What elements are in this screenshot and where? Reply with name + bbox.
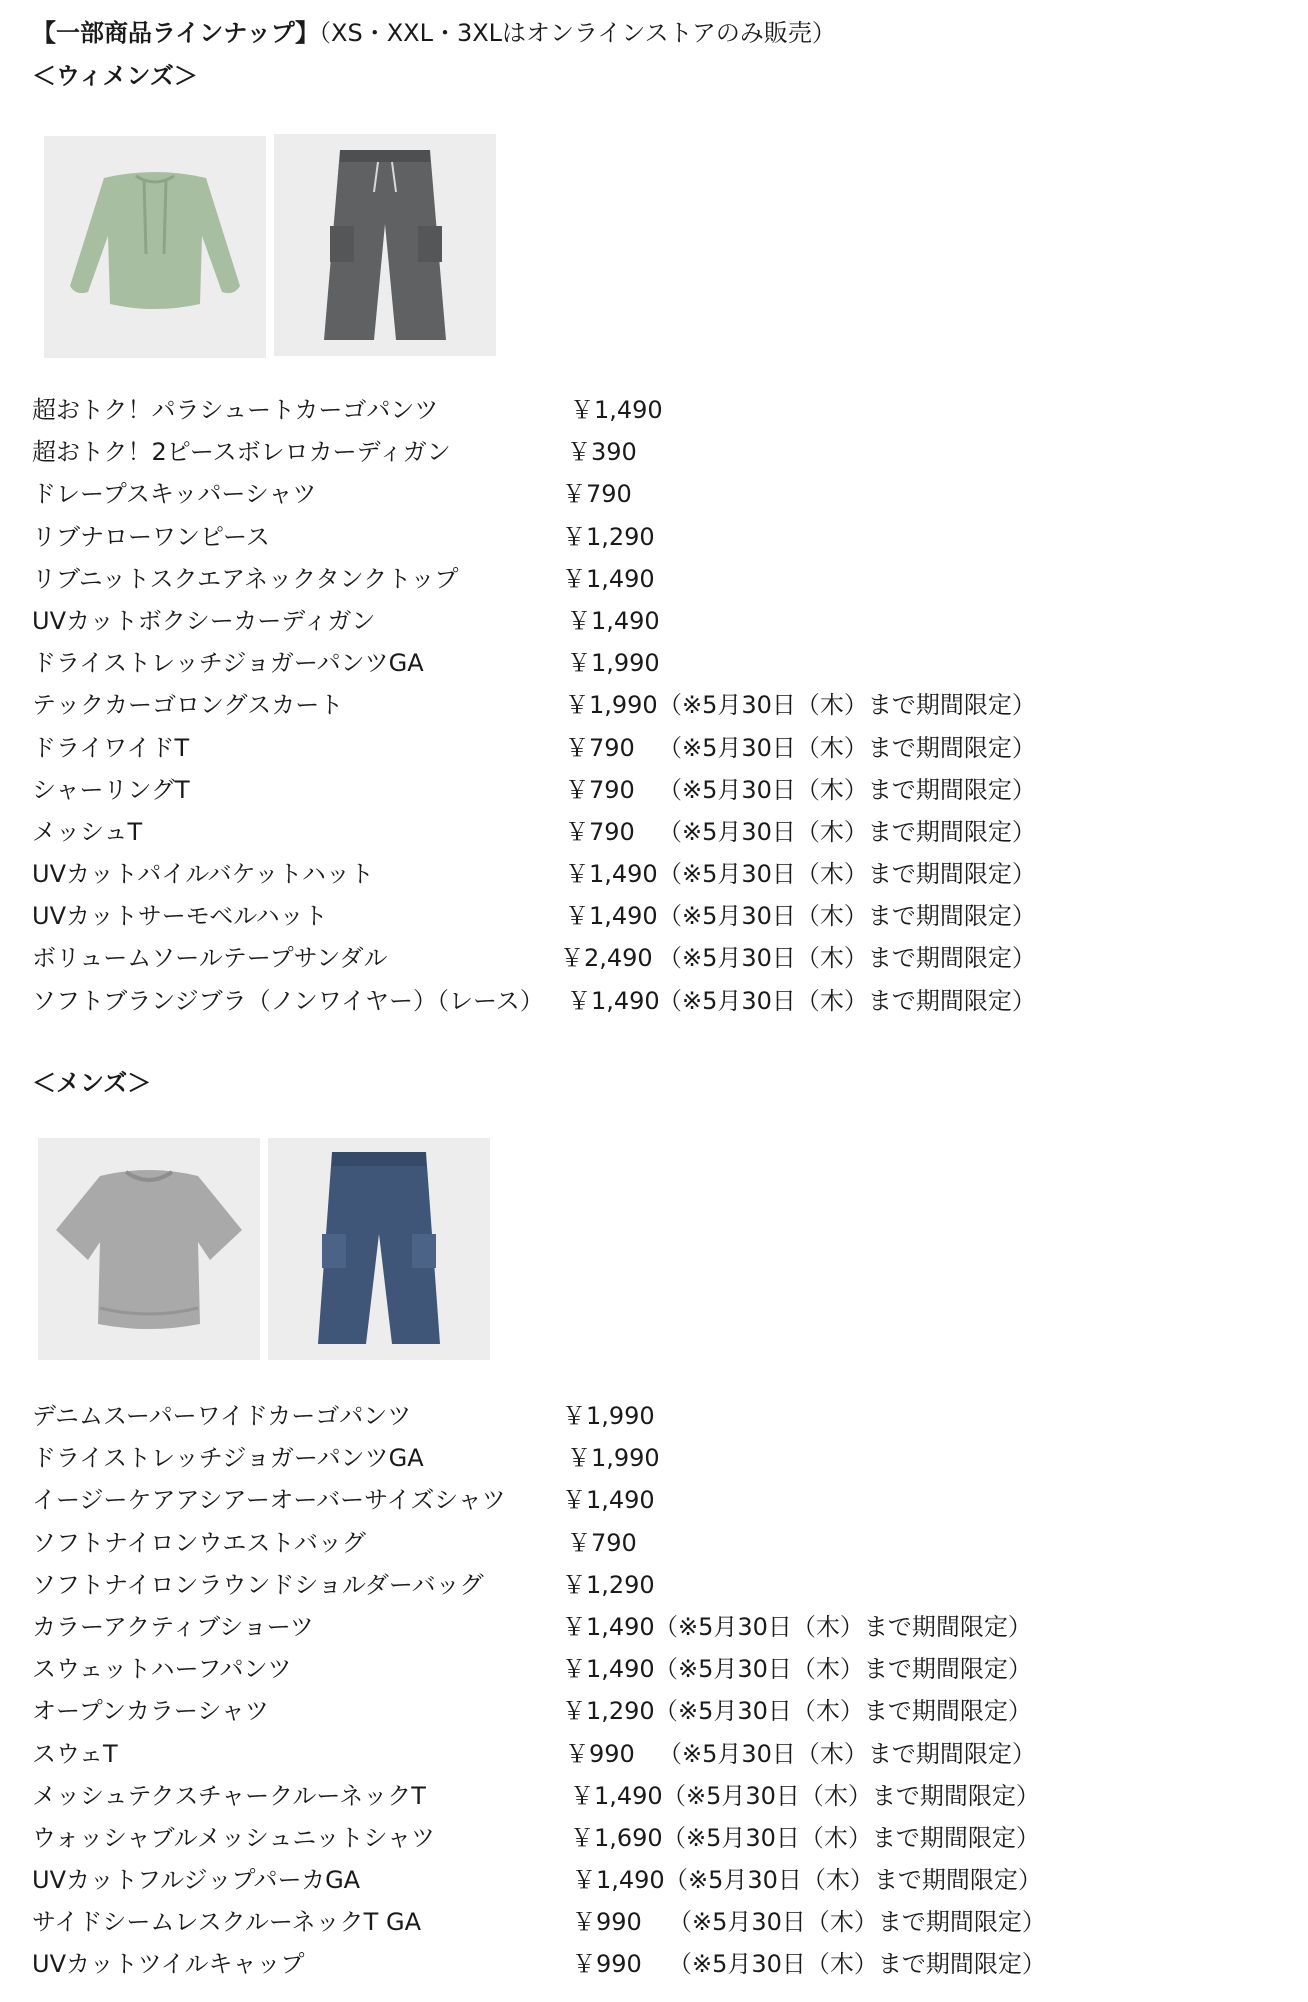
list-item: ドライストレッチジョガーパンツGA ￥1,990 [32, 1444, 660, 1473]
list-item: UVカットサーモベルハット ￥1,490 （※5月30日（木）まで期間限定） [32, 902, 1036, 931]
lineup-header [32, 14, 836, 52]
mens-product-image-tshirt [38, 1138, 260, 1360]
list-item: ドレープスキッパーシャツ ￥790 [32, 480, 632, 509]
list-item: シャーリングT ￥790 （※5月30日（木）まで期間限定） [32, 775, 1036, 804]
list-item: ボリュームソールテープサンダル ￥2,490 （※5月30日（木）まで期間限定） [32, 944, 1036, 973]
list-item: UVカットボクシーカーディガン ￥1,490 [32, 606, 660, 635]
list-item: デニムスーパーワイドカーゴパンツ ￥1,990 [32, 1402, 655, 1430]
list-item: リブナローワンピース ￥1,290 [32, 522, 655, 551]
list-item: サイドシームレスクルーネックT GA ￥990 （※5月30日（木）まで期間限定） [32, 1908, 1046, 1937]
list-item: オープンカラーシャツ ￥1,290 （※5月30日（木）まで期間限定） [32, 1697, 1032, 1726]
mens-product-list [32, 1395, 1272, 1986]
sage-green-bolero-cardigan-icon [44, 136, 266, 358]
list-item: スウェットハーフパンツ ￥1,490 （※5月30日（木）まで期間限定） [32, 1655, 1032, 1684]
mens-heading: ＜メンズ＞ [32, 1069, 152, 1097]
list-item: 超おトク！2ピースボレロカーディガン ￥390 [32, 438, 637, 467]
womens-heading: ＜ウィメンズ＞ [32, 62, 198, 90]
list-item: ソフトナイロンウエストバッグ ￥790 [32, 1528, 637, 1557]
gray-knit-tshirt-icon [38, 1138, 260, 1360]
womens-product-list [32, 389, 1272, 1022]
list-item: UVカットパイルバケットハット ￥1,490 （※5月30日（木）まで期間限定） [32, 860, 1036, 889]
list-item: テックカーゴロングスカート ￥1,990 （※5月30日（木）まで期間限定） [32, 691, 1036, 720]
womens-product-image-pants [274, 134, 496, 356]
list-item: ソフトブランジブラ（ノンワイヤー）（レース） ￥1,490 （※5月30日（木）まで期間限定） [32, 986, 1036, 1015]
list-item: イージーケアアシアーオーバーサイズシャツ ￥1,490 [32, 1486, 655, 1515]
list-item: ウォッシャブルメッシュニットシャツ ￥1,690 （※5月30日（木）まで期間限定） [32, 1823, 1040, 1852]
mens-product-image-pants [268, 1138, 490, 1360]
list-item: ソフトナイロンラウンドショルダーバッグ ￥1,290 [32, 1570, 655, 1599]
size-availability-note: （XS・XXL・3XLはオンラインストアのみ販売） [319, 19, 836, 47]
list-item: UVカットフルジップパーカGA ￥1,490 （※5月30日（木）まで期間限定） [32, 1866, 1042, 1895]
denim-cargo-pants-icon [268, 1138, 490, 1360]
list-item: ドライワイドT ￥790 （※5月30日（木）まで期間限定） [32, 733, 1036, 762]
list-item: リブニットスクエアネックタンクトップ ￥1,490 [32, 564, 655, 593]
list-item: メッシュテクスチャークルーネックT ￥1,490 （※5月30日（木）まで期間限定） [32, 1781, 1040, 1810]
list-item: ドライストレッチジョガーパンツGA ￥1,990 [32, 649, 660, 678]
list-item: スウェT ￥990 （※5月30日（木）まで期間限定） [32, 1739, 1036, 1768]
list-item: UVカットツイルキャップ ￥990 （※5月30日（木）まで期間限定） [32, 1950, 1046, 1979]
list-item: 超おトク！パラシュートカーゴパンツ ￥1,490 [32, 396, 663, 424]
gray-parachute-cargo-pants-icon [274, 134, 496, 356]
womens-product-image-cardigan [44, 136, 266, 358]
list-item: カラーアクティブショーツ ￥1,490 （※5月30日（木）まで期間限定） [32, 1612, 1032, 1641]
lineup-title: 【一部商品ラインナップ】 [32, 19, 320, 47]
list-item: メッシュT ￥790 （※5月30日（木）まで期間限定） [32, 817, 1036, 846]
